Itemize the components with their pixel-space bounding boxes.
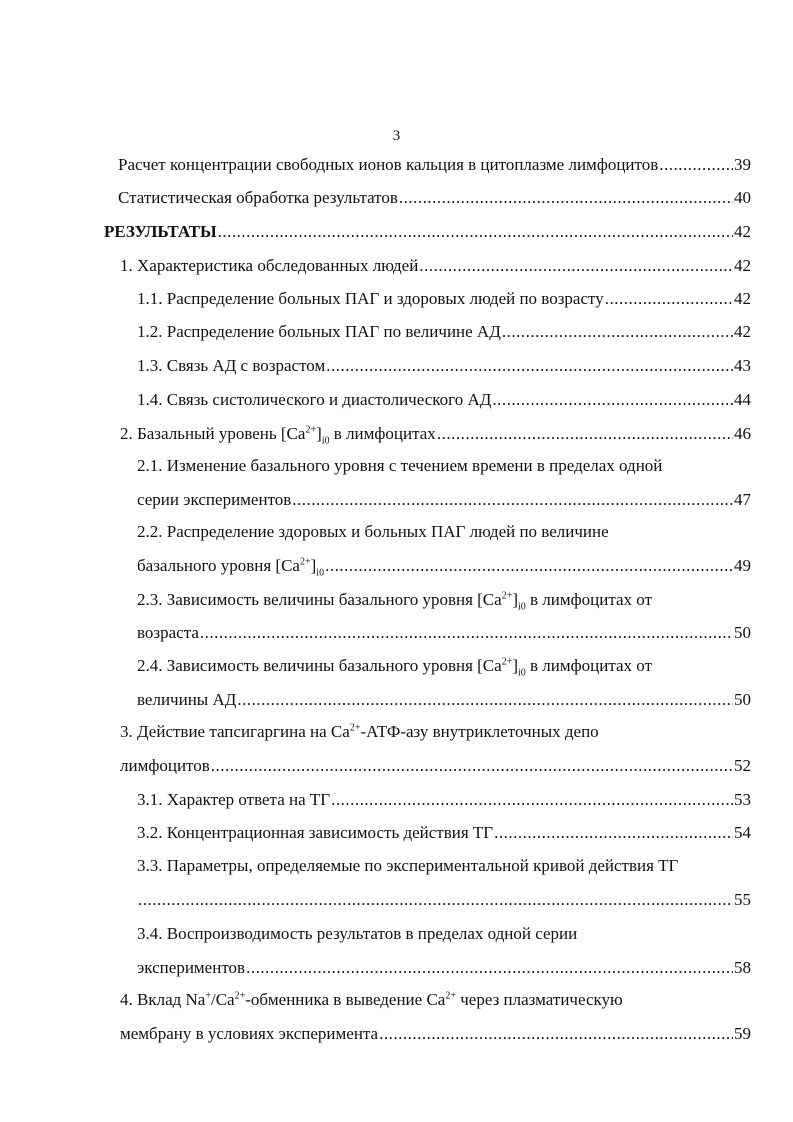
toc-entry-section-2-2-line1: 2.2. Распределение здоровых и больных ПАГ людей по величине (137, 522, 609, 541)
toc-entry-text: 2. Базальный уровень $[Ca^{2+}]_{i0}$ в лимфоцитах (120, 424, 436, 447)
dot-leader (659, 155, 733, 175)
toc-entry-section-3[interactable] (120, 756, 751, 776)
toc-entry-section-2-2[interactable] (137, 556, 751, 579)
toc-entry-section-2[interactable] (120, 424, 751, 447)
dot-leader (292, 490, 733, 510)
toc-entry-section-3-2[interactable] (137, 823, 751, 843)
toc-entry-statistics[interactable] (118, 188, 751, 208)
toc-entry-page: 54 (734, 823, 751, 842)
toc-entry-section-2-1[interactable] (137, 490, 751, 510)
toc-entry-page: 46 (734, 424, 751, 443)
dot-leader (326, 356, 733, 376)
toc-entry-section-1-4[interactable] (137, 390, 751, 410)
toc-entry-section-3-4-line1: 3.4. Воспроизводимость результатов в пределах одной серии (137, 924, 578, 943)
toc-entry-section-2-3[interactable] (137, 623, 751, 643)
dot-leader (492, 390, 733, 410)
dot-leader (605, 289, 733, 309)
toc-entry-section-3-line1: 3. Действие тапсигаргина на $Ca^{2+}-АТФ$-азу внутриклеточных депо (120, 722, 599, 741)
toc-entry-page: 42 (734, 256, 751, 275)
toc-entry-page: 59 (734, 1024, 751, 1043)
toc-entry-text: лимфоцитов (120, 756, 210, 775)
toc-entry-results[interactable] (104, 222, 751, 242)
toc-entry-page: 42 (734, 289, 751, 308)
dot-leader (494, 823, 733, 843)
toc-entry-section-2-1-line1: 2.1. Изменение базального уровня с течением времени в пределах одной (137, 456, 663, 475)
toc-entry-text: 1.3. Связь АД с возрастом (137, 356, 326, 375)
toc-entry-text: возраста (137, 623, 199, 642)
toc-entry-text: 1.2. Распределение больных ПАГ по величине АД (137, 322, 501, 341)
toc-entry-page: 44 (734, 390, 751, 409)
toc-entry-section-3-3[interactable] (137, 890, 751, 910)
toc-entry-page: 47 (734, 490, 751, 509)
toc-entry-text: 3.1. Характер ответа на ТГ (137, 790, 331, 809)
toc-entry-text: 1.4. Связь систолического и диастолического АД (137, 390, 492, 409)
toc-entry-page: 40 (734, 188, 751, 207)
dot-leader (399, 188, 733, 208)
toc-entry-page: 53 (734, 790, 751, 809)
page-number: 3 (392, 128, 401, 144)
dot-leader (246, 958, 733, 978)
toc-entry-page: 50 (734, 623, 751, 642)
toc-entry-text: 1.1. Распределение больных ПАГ и здоровых людей по возрасту (137, 289, 604, 308)
toc-entry-text: экспериментов (137, 958, 246, 977)
toc-entry-text: величины АД (137, 690, 237, 709)
toc-entry-section-3-3-line1: 3.3. Параметры, определяемые по экспериментальной кривой действия ТГ (137, 856, 679, 875)
toc-entry-section-4[interactable] (120, 1024, 751, 1044)
toc-entry-page: 39 (734, 155, 751, 174)
toc-entry-section-1[interactable] (120, 256, 751, 276)
toc-entry-page: 42 (734, 322, 751, 341)
dot-leader (237, 690, 733, 710)
toc-entry-page: 52 (734, 756, 751, 775)
toc-entry-section-1-3[interactable] (137, 356, 751, 376)
dot-leader (437, 424, 733, 444)
toc-entry-calcium-calculation[interactable] (118, 155, 751, 175)
dot-leader (211, 756, 733, 776)
toc-entry-page: 50 (734, 690, 751, 709)
toc-entry-page: 55 (734, 890, 751, 909)
toc-entry-section-3-1[interactable] (137, 790, 751, 810)
toc-entry-section-1-2[interactable] (137, 322, 751, 342)
toc-entry-section-2-4-line1: 2.4. Зависимость величины базального уровня $[Ca^{2+}]_{i0}$ в лимфоцитах от (137, 656, 652, 679)
toc-entry-text: 3.2. Концентрационная зависимость действия ТГ (137, 823, 494, 842)
toc-entry-text: Расчет концентрации свободных ионов кальция в цитоплазме лимфоцитов (118, 155, 659, 174)
toc-entry-page: 43 (734, 356, 751, 375)
toc-entry-text: базального уровня $[Ca^{2+}]_{i0}$ (137, 556, 325, 579)
dot-leader (379, 1024, 733, 1044)
toc-entry-text: 1. Характеристика обследованных людей (120, 256, 419, 275)
dot-leader (419, 256, 733, 276)
dot-leader (502, 322, 733, 342)
toc-entry-text: серии экспериментов (137, 490, 292, 509)
toc-entry-text: РЕЗУЛЬТАТЫ (104, 222, 217, 241)
dot-leader (200, 623, 733, 643)
toc-entry-text: мембрану в условиях эксперимента (120, 1024, 379, 1043)
dot-leader (331, 790, 733, 810)
dot-leader (218, 222, 733, 242)
toc-entry-page: 42 (734, 222, 751, 241)
toc-entry-page: 58 (734, 958, 751, 977)
toc-entry-section-3-4[interactable] (137, 958, 751, 978)
toc-entry-section-4-line1: 4. Вклад $Na^+/Ca^{2+}$-обменника в выведение $Ca^{2+}$ через плазматическую (120, 990, 623, 1009)
toc-entry-section-2-3-line1: 2.3. Зависимость величины базального уровня $[Ca^{2+}]_{i0}$ в лимфоцитах от (137, 590, 652, 613)
dot-leader (138, 890, 733, 910)
toc-entry-section-1-1[interactable] (137, 289, 751, 309)
toc-entry-page: 49 (734, 556, 751, 575)
toc-entry-section-2-4[interactable] (137, 690, 751, 710)
dot-leader (325, 556, 733, 576)
toc-entry-text: Статистическая обработка результатов (118, 188, 398, 207)
